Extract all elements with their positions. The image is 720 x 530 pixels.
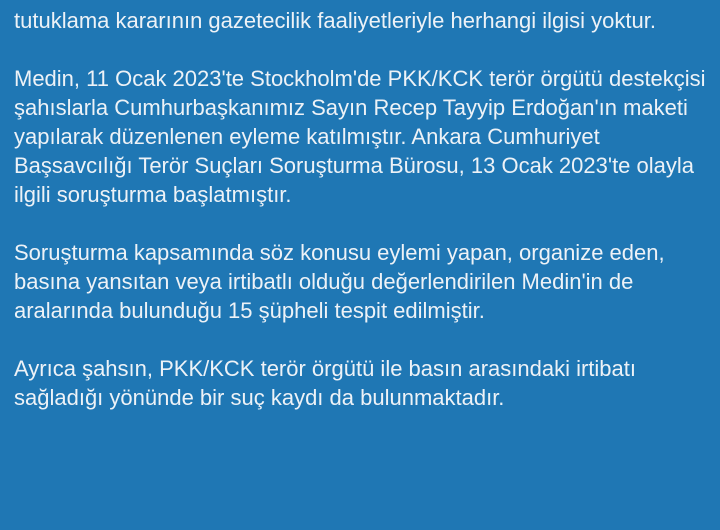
statement-paragraph-3: Soruşturma kapsamında söz konusu eylemi yapan, organize eden, basına yansıtan veya irtibatlı olduğu değerlendirilen Medin'in de aralarında bulunduğu 15 şüpheli tespit edilmiştir. xyxy=(14,240,665,323)
statement-paragraph-1: tutuklama kararının gazetecilik faaliyetleriyle herhangi ilgisi yoktur. xyxy=(14,8,656,33)
statement-paragraph-2: Medin, 11 Ocak 2023'te Stockholm'de PKK/KCK terör örgütü destekçisi şahıslarla Cumhurbaşkanımız Sayın Recep Tayyip Erdoğan'ın maketi yapılarak düzenlenen eyleme katılmıştır. Ankara Cumhuriyet Başsavcılığı Terör Suçları Soruşturma Bürosu, 13 Ocak 2023'te olayla ilgili soruşturma başlatmıştır. xyxy=(14,66,706,207)
statement-paragraph-4: Ayrıca şahsın, PKK/KCK terör örgütü ile basın arasındaki irtibatı sağladığı yönünde bir suç kaydı da bulunmaktadır. xyxy=(14,356,637,410)
